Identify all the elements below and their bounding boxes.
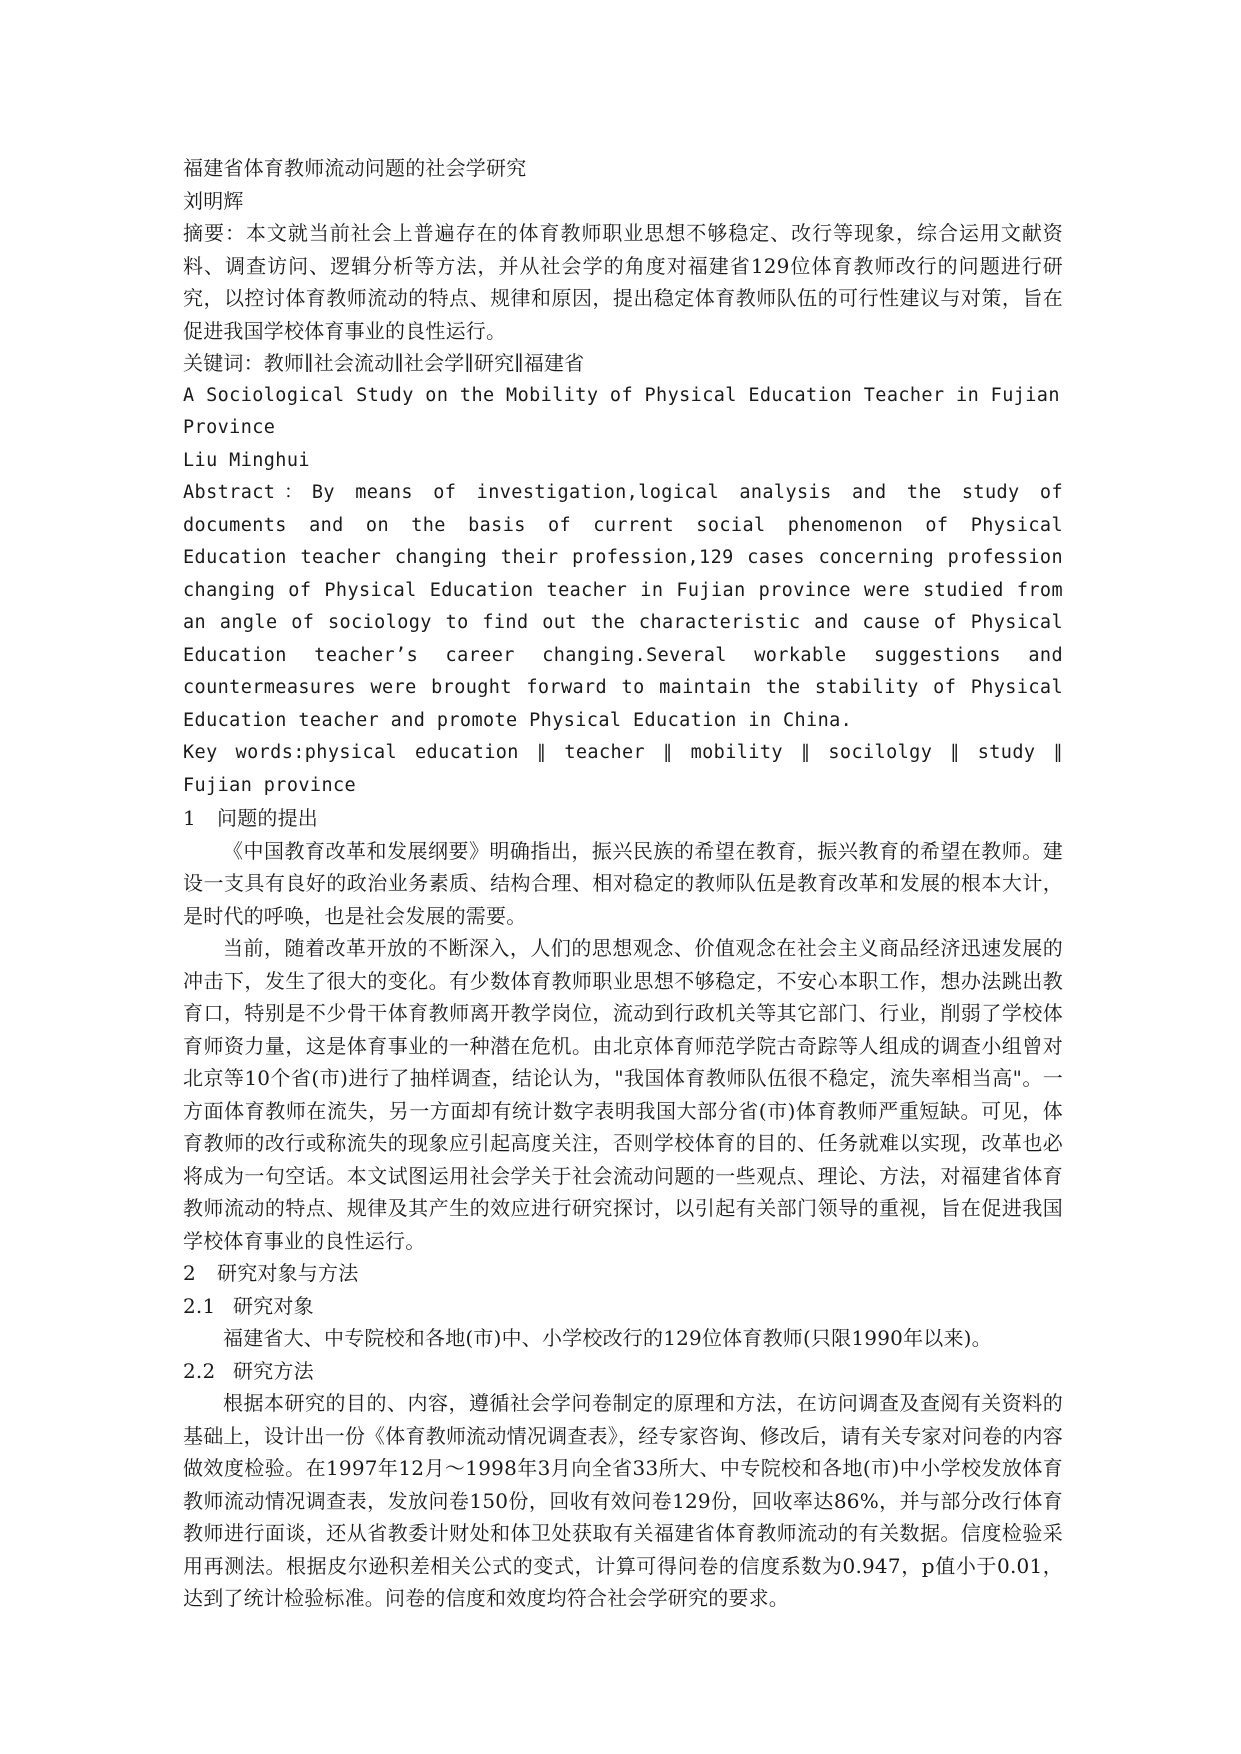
section-2-1-title: 研究对象 bbox=[233, 1293, 314, 1318]
section-1-heading bbox=[183, 802, 1063, 835]
section-2-title: 研究对象与方法 bbox=[217, 1261, 359, 1285]
document-body bbox=[183, 152, 1063, 1615]
section-1-number: 1 bbox=[183, 806, 196, 830]
abstract-zh: 摘要：本文就当前社会上普遍存在的体育教师职业思想不够稳定、改行等现象，综合运用文献资料、调查访问、逻辑分析等方法，并从社会学的角度对福建省129位体育教师改行的问题进行研究，以控讨体育教师流动的特点、规律和原因，提出稳定体育教师队伍的可行性建议与对策，旨在促进我国学校体育事业的良性运行。 bbox=[183, 221, 1063, 343]
section-2-1-heading bbox=[183, 1290, 1063, 1323]
author-en: Liu Minghui bbox=[183, 449, 310, 471]
section-1-paragraph-1: 《中国教育改革和发展纲要》明确指出，振兴民族的希望在教育，振兴教育的希望在教师。建设一支具有良好的政治业务素质、结构合理、相对稳定的教师队伍是教育改革和发展的根本大计，是时代的呼唤，也是社会发展的需要。 bbox=[183, 838, 1063, 928]
section-2-heading bbox=[183, 1257, 1063, 1290]
section-2-1-paragraph: 福建省大、中专院校和各地(市)中、小学校改行的129位体育教师(只限1990年以来)。 bbox=[223, 1326, 992, 1350]
section-2-2-heading bbox=[183, 1355, 1063, 1388]
keywords-en: Key words:physical education ∥ teacher ∥ mobility ∥ socilolgy ∥ study ∥ Fujian province bbox=[183, 742, 1063, 796]
section-1-paragraph-2: 当前，随着改革开放的不断深入，人们的思想观念、价值观念在社会主义商品经济迅速发展的冲击下，发生了很大的变化。有少数体育教师职业思想不够稳定，不安心本职工作，想办法跳出教育口，特别是不少骨干体育教师离开教学岗位，流动到行政机关等其它部门、行业，削弱了学校体育师资力量，这是体育事业的一种潜在危机。由北京体育师范学院古奇踪等人组成的调查小组曾对北京等10个省(市)进行了抽样调查，结论认为，"我国体育教师队伍很不稳定，流失率相当高"。一方面体育教师在流失，另一方面却有统计数字表明我国大部分省(市)体育教师严重短缺。可见，体育教师的改行或称流失的现象应引起高度关注，否则学校体育的目的、任务就难以实现，改革也必将成为一句空话。本文试图运用社会学关于社会流动问题的一些观点、理论、方法，对福建省体育教师流动的特点、规律及其产生的效应进行研究探讨，以引起有关部门领导的重视，旨在促进我国学校体育事业的良性运行。 bbox=[183, 936, 1063, 1253]
title-en: A Sociological Study on the Mobility of Physical Education Teacher in Fujian Province bbox=[183, 384, 1060, 438]
section-2-2-paragraph: 根据本研究的目的、内容，遵循社会学问卷制定的原理和方法，在访问调查及查阅有关资料的基础上，设计出一份《体育教师流动情况调查表》，经专家咨询、修改后，请有关专家对问卷的内容做效度检验。在1997年12月～1998年3月向全省33所大、中专院校和各地(市)中小学校发放体育教师流动情况调查表，发放问卷150份，回收有效问卷129份，回收率达86%，并与部分改行体育教师进行面谈，还从省教委计财处和体卫处获取有关福建省体育教师流动的有关数据。信度检验采用再测法。根据皮尔逊积差相关公式的变式，计算可得问卷的信度系数为0.947，p值小于0.01，达到了统计检验标准。问卷的信度和效度均符合社会学研究的要求。 bbox=[183, 1391, 1063, 1610]
abstract-en: Abstract：By means of investigation,logical analysis and the study of documents and on the basis of current social phenomenon of Physical Education teacher changing their profession,129 cases concerning profession changing of Physical Education teacher in Fujian province were studied from an angle of sociology to find out the characteristic and cause of Physical Education teacher’s career changing.Several workable suggestions and countermeasures were brought forward to maintain the stability of Physical Education teacher and promote Physical Education in China. bbox=[183, 482, 1063, 731]
section-2-1-number: 2.1 bbox=[183, 1293, 216, 1318]
keywords-zh: 关键词：教师∥社会流动∥社会学∥研究∥福建省 bbox=[183, 351, 585, 375]
section-1-title: 问题的提出 bbox=[217, 806, 318, 830]
section-2-2-number: 2.2 bbox=[183, 1358, 216, 1383]
title-zh: 福建省体育教师流动问题的社会学研究 bbox=[183, 156, 527, 180]
author-zh: 刘明辉 bbox=[183, 188, 244, 213]
section-2-2-title: 研究方法 bbox=[233, 1358, 314, 1383]
section-2-number: 2 bbox=[183, 1261, 196, 1285]
